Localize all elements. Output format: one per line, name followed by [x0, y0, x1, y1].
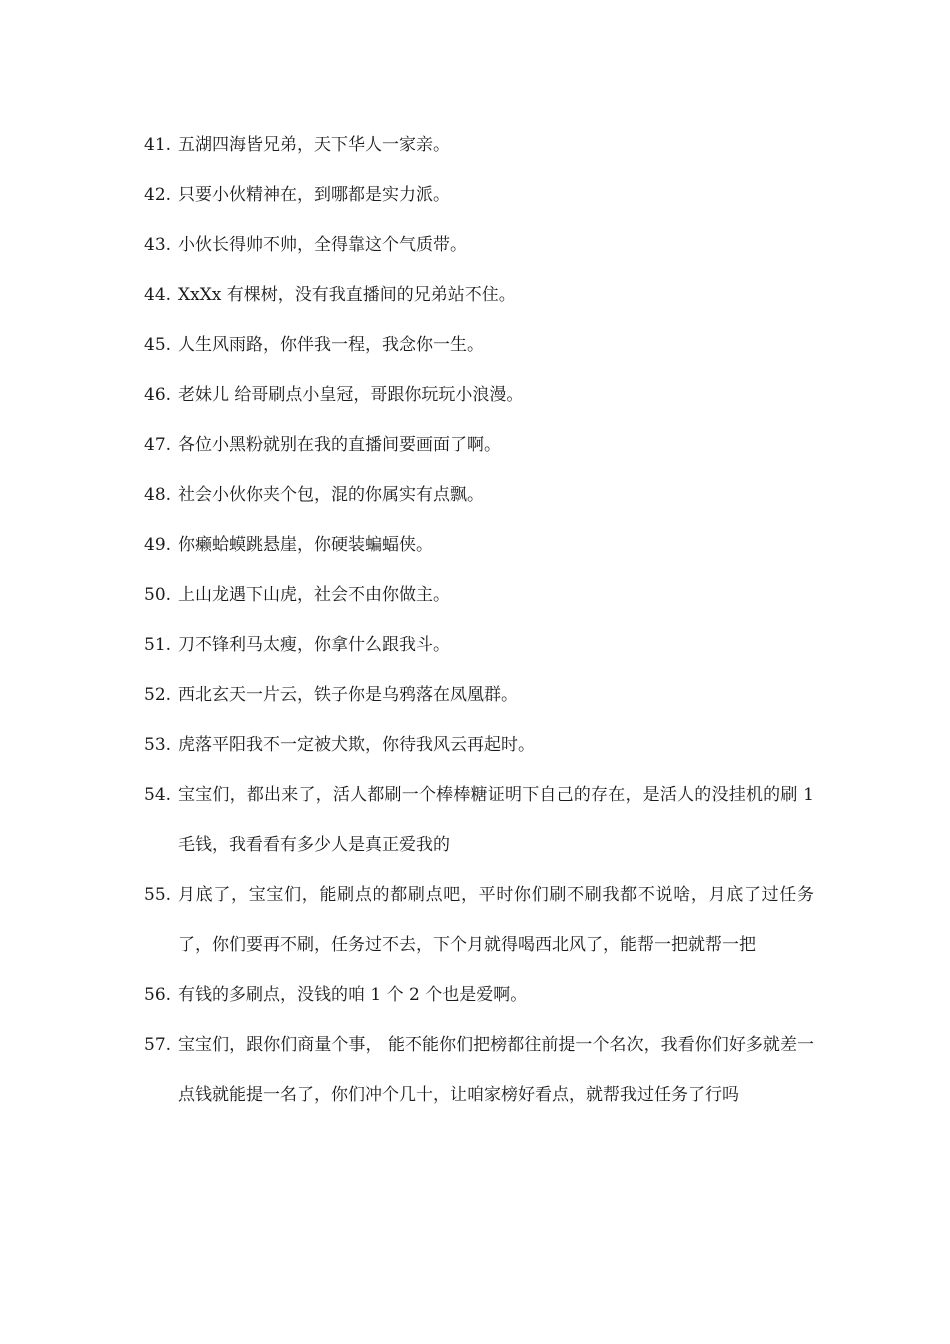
- item-number: 42.: [144, 185, 172, 205]
- item-number: 48.: [144, 485, 172, 505]
- list-item: [144, 870, 814, 970]
- item-number: 52.: [144, 685, 172, 705]
- list-item: [144, 620, 814, 670]
- list-item: [144, 670, 814, 720]
- item-text: 老妹儿 给哥刷点小皇冠，哥跟你玩玩小浪漫。: [178, 385, 524, 405]
- list-item: [144, 120, 814, 170]
- list-item: [144, 270, 814, 320]
- list-item: [144, 470, 814, 520]
- item-text: 各位小黑粉就别在我的直播间要画面了啊。: [178, 435, 501, 455]
- item-number: 49.: [144, 535, 172, 555]
- item-text: 社会小伙你夹个包，混的你属实有点飘。: [178, 485, 484, 505]
- item-text: 西北玄天一片云，铁子你是乌鸦落在凤凰群。: [178, 685, 518, 705]
- item-number: 50.: [144, 585, 172, 605]
- item-text: 五湖四海皆兄弟，天下华人一家亲。: [178, 135, 450, 155]
- numbered-list: [144, 120, 814, 1120]
- list-item: [144, 970, 814, 1020]
- item-text: 刀不锋利马太瘦，你拿什么跟我斗。: [178, 635, 450, 655]
- item-number: 44.: [144, 285, 172, 305]
- item-number: 53.: [144, 735, 172, 755]
- list-item: [144, 1020, 814, 1120]
- list-item: [144, 370, 814, 420]
- list-item: [144, 420, 814, 470]
- item-text: 小伙长得帅不帅，全得靠这个气质带。: [178, 235, 467, 255]
- item-text: 你癞蛤蟆跳悬崖，你硬装蝙蝠侠。: [178, 535, 433, 555]
- item-number: 45.: [144, 335, 172, 355]
- item-text: 宝宝们，都出来了，活人都刷一个棒棒糖证明下自己的存在，是活人的没挂机的刷 1 毛钱，我看看有多少人是真正爱我的: [178, 785, 814, 855]
- item-text: 宝宝们，跟你们商量个事， 能不能你们把榜都往前提一个名次，我看你们好多就差一点钱就能提一名了，你们冲个几十，让咱家榜好看点，就帮我过任务了行吗: [178, 1035, 814, 1105]
- list-item: [144, 520, 814, 570]
- item-number: 56.: [144, 985, 172, 1005]
- item-number: 54.: [144, 785, 172, 805]
- list-item: [144, 220, 814, 270]
- list-item: [144, 170, 814, 220]
- item-text: XxXx 有棵树，没有我直播间的兄弟站不住。: [178, 285, 516, 305]
- item-text: 人生风雨路，你伴我一程，我念你一生。: [178, 335, 484, 355]
- item-text: 有钱的多刷点，没钱的咱 1 个 2 个也是爱啊。: [178, 985, 528, 1005]
- list-item: [144, 720, 814, 770]
- list-item: [144, 770, 814, 870]
- item-number: 43.: [144, 235, 172, 255]
- item-number: 55.: [144, 885, 172, 905]
- item-number: 57.: [144, 1035, 172, 1055]
- item-number: 47.: [144, 435, 172, 455]
- list-item: [144, 320, 814, 370]
- item-text: 只要小伙精神在，到哪都是实力派。: [178, 185, 450, 205]
- item-number: 41.: [144, 135, 172, 155]
- item-number: 46.: [144, 385, 172, 405]
- list-item: [144, 570, 814, 620]
- item-text: 上山龙遇下山虎，社会不由你做主。: [178, 585, 450, 605]
- item-text: 虎落平阳我不一定被犬欺，你待我风云再起时。: [178, 735, 535, 755]
- item-number: 51.: [144, 635, 172, 655]
- item-text: 月底了，宝宝们，能刷点的都刷点吧，平时你们刷不刷我都不说啥，月底了过任务了，你们要再不刷，任务过不去，下个月就得喝西北风了，能帮一把就帮一把: [178, 885, 814, 955]
